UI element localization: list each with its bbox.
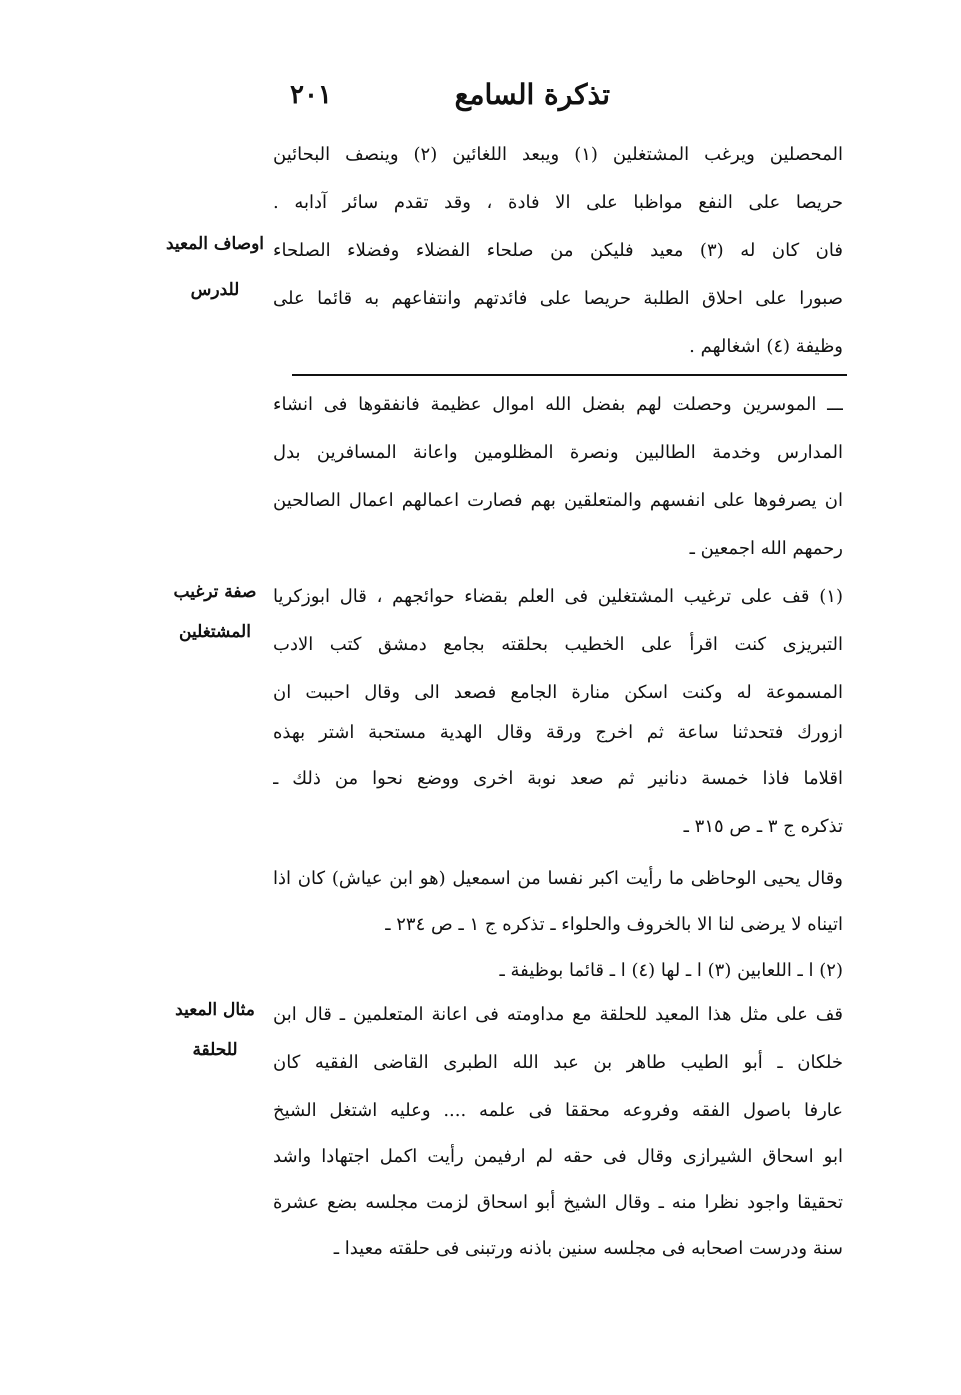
- footnote-line: عارفا باصول الفقه وفروعه محققا فى علمه .... وعليه اشتغل الشيخ: [273, 1100, 843, 1121]
- footnote-line: خلكان ـ أبو الطيب طاهر بن عبد الله الطبرى القاضى الفقيه كان: [273, 1052, 843, 1073]
- page-number: ٢٠١: [290, 80, 332, 110]
- page-title: تذكرة السامع: [454, 78, 610, 111]
- margin-heading-line: اوصاف المعيد: [165, 234, 265, 254]
- footnote-line: ان يصرفوها على انفسهم والمتعلقين بهم فصارت اعمالهم اعمال الصالحين: [273, 490, 843, 511]
- footnote-line: المسموعة له وكنت اسكن منارة الجامع فصعد الى وقال احببت ان: [273, 682, 843, 703]
- footnote-line: تذكره ج ٣ ـ ص ٣١٥ ـ: [683, 816, 843, 837]
- main-text-line: صبورا على احلاق الطلبة حريصا على فائدتهم وانتفاعهم به قائما على: [273, 288, 843, 309]
- margin-heading: [160, 998, 270, 1062]
- margin-heading-line: صفة ترغيب: [173, 582, 257, 602]
- main-text-line: المحصلين ويرغب المشتغلين (١) ويبعد اللغائين (٢) وينصف البحائين: [273, 144, 843, 165]
- footnote-line: اتيناه لا يرضى لنا الا بالخروف والحلواء ـ تذكره ج ١ ـ ص ٢٣٤ ـ: [385, 914, 843, 935]
- main-text-line: وظيفة (٤) اشغالهم .: [689, 336, 843, 357]
- footnote-line: ـــ الموسرين وحصلت لهم بفضل الله اموال عظيمة فانفقوها فى انشاء: [273, 394, 843, 415]
- margin-heading-line: مثال المعيد: [175, 1000, 255, 1020]
- margin-heading-line: للحلقة: [192, 1040, 238, 1060]
- page-header: [290, 78, 610, 118]
- footnote-line: المدارس وخدمة الطالبين ونصرة المظلومين واعانة المسافرين بدل: [273, 442, 843, 463]
- footnote-line: (١) قف على ترغيب المشتغلين فى العلم بقضاء حوائجهم ، قال ابوزكريا: [273, 586, 843, 607]
- footnote-line: ازورك فتحدثنا ساعة ثم اخرج ورقة وقال الهدية مستحبة اشتر بهذه: [273, 722, 843, 743]
- footnote-line: وقال يحيى الوحاظى ما رأيت اكبر نفسا من اسمعيل (هو ابن عياش) كان اذا: [273, 868, 843, 889]
- margin-heading-line: المشتغلين: [179, 622, 251, 642]
- footnote-line: سنة ودرست اصحابه فى مجلسه سنين باذنه ورتبنى فى حلقته معيدا ـ: [333, 1238, 843, 1259]
- main-text-line: فان كان له (٣) معيد فليكن من صلحاء الفضلاء وفضلاء الصلحاء: [273, 240, 843, 261]
- footnote-line: التبريزى كنت اقرأ على الخطيب بحلقته بجامع دمشق كتب الادب: [273, 634, 843, 655]
- margin-heading-line: للدرس: [190, 280, 240, 300]
- footnote-line: رحمهم الله اجمعين ـ: [689, 538, 843, 559]
- margin-heading: [160, 580, 270, 644]
- footnote-references: (٢) ا ـ اللعابين (٣) ا ـ لها (٤) ا ـ قائما بوظيفة ـ: [499, 960, 843, 981]
- footnote-divider: [292, 374, 847, 376]
- footnote-line: اقلاما فاذا خمسة دنانير ثم صعد نوبة اخرى ووضع نحوا من ذلك ـ: [273, 768, 843, 789]
- margin-heading: [160, 232, 270, 302]
- footnote-line: تحقيقا واجود نظرا منه ـ وقال الشيخ أبو اسحاق لزمت مجلسه بضع عشرة: [273, 1192, 843, 1213]
- footnote-line: ابو اسحاق الشيرازى وقال فى حقه لم ارفيمن رأيت اكمل اجتهادا واشد: [273, 1146, 843, 1167]
- main-text-line: حريصا على النفع مواظبا على الا فادة ، وقد تقدم سائر آدابه .: [273, 192, 843, 213]
- footnote-line: قف على مثل هذا المعيد للحلقة مع مداومته فى اعانة المتعلمين ـ قال ابن: [273, 1004, 843, 1025]
